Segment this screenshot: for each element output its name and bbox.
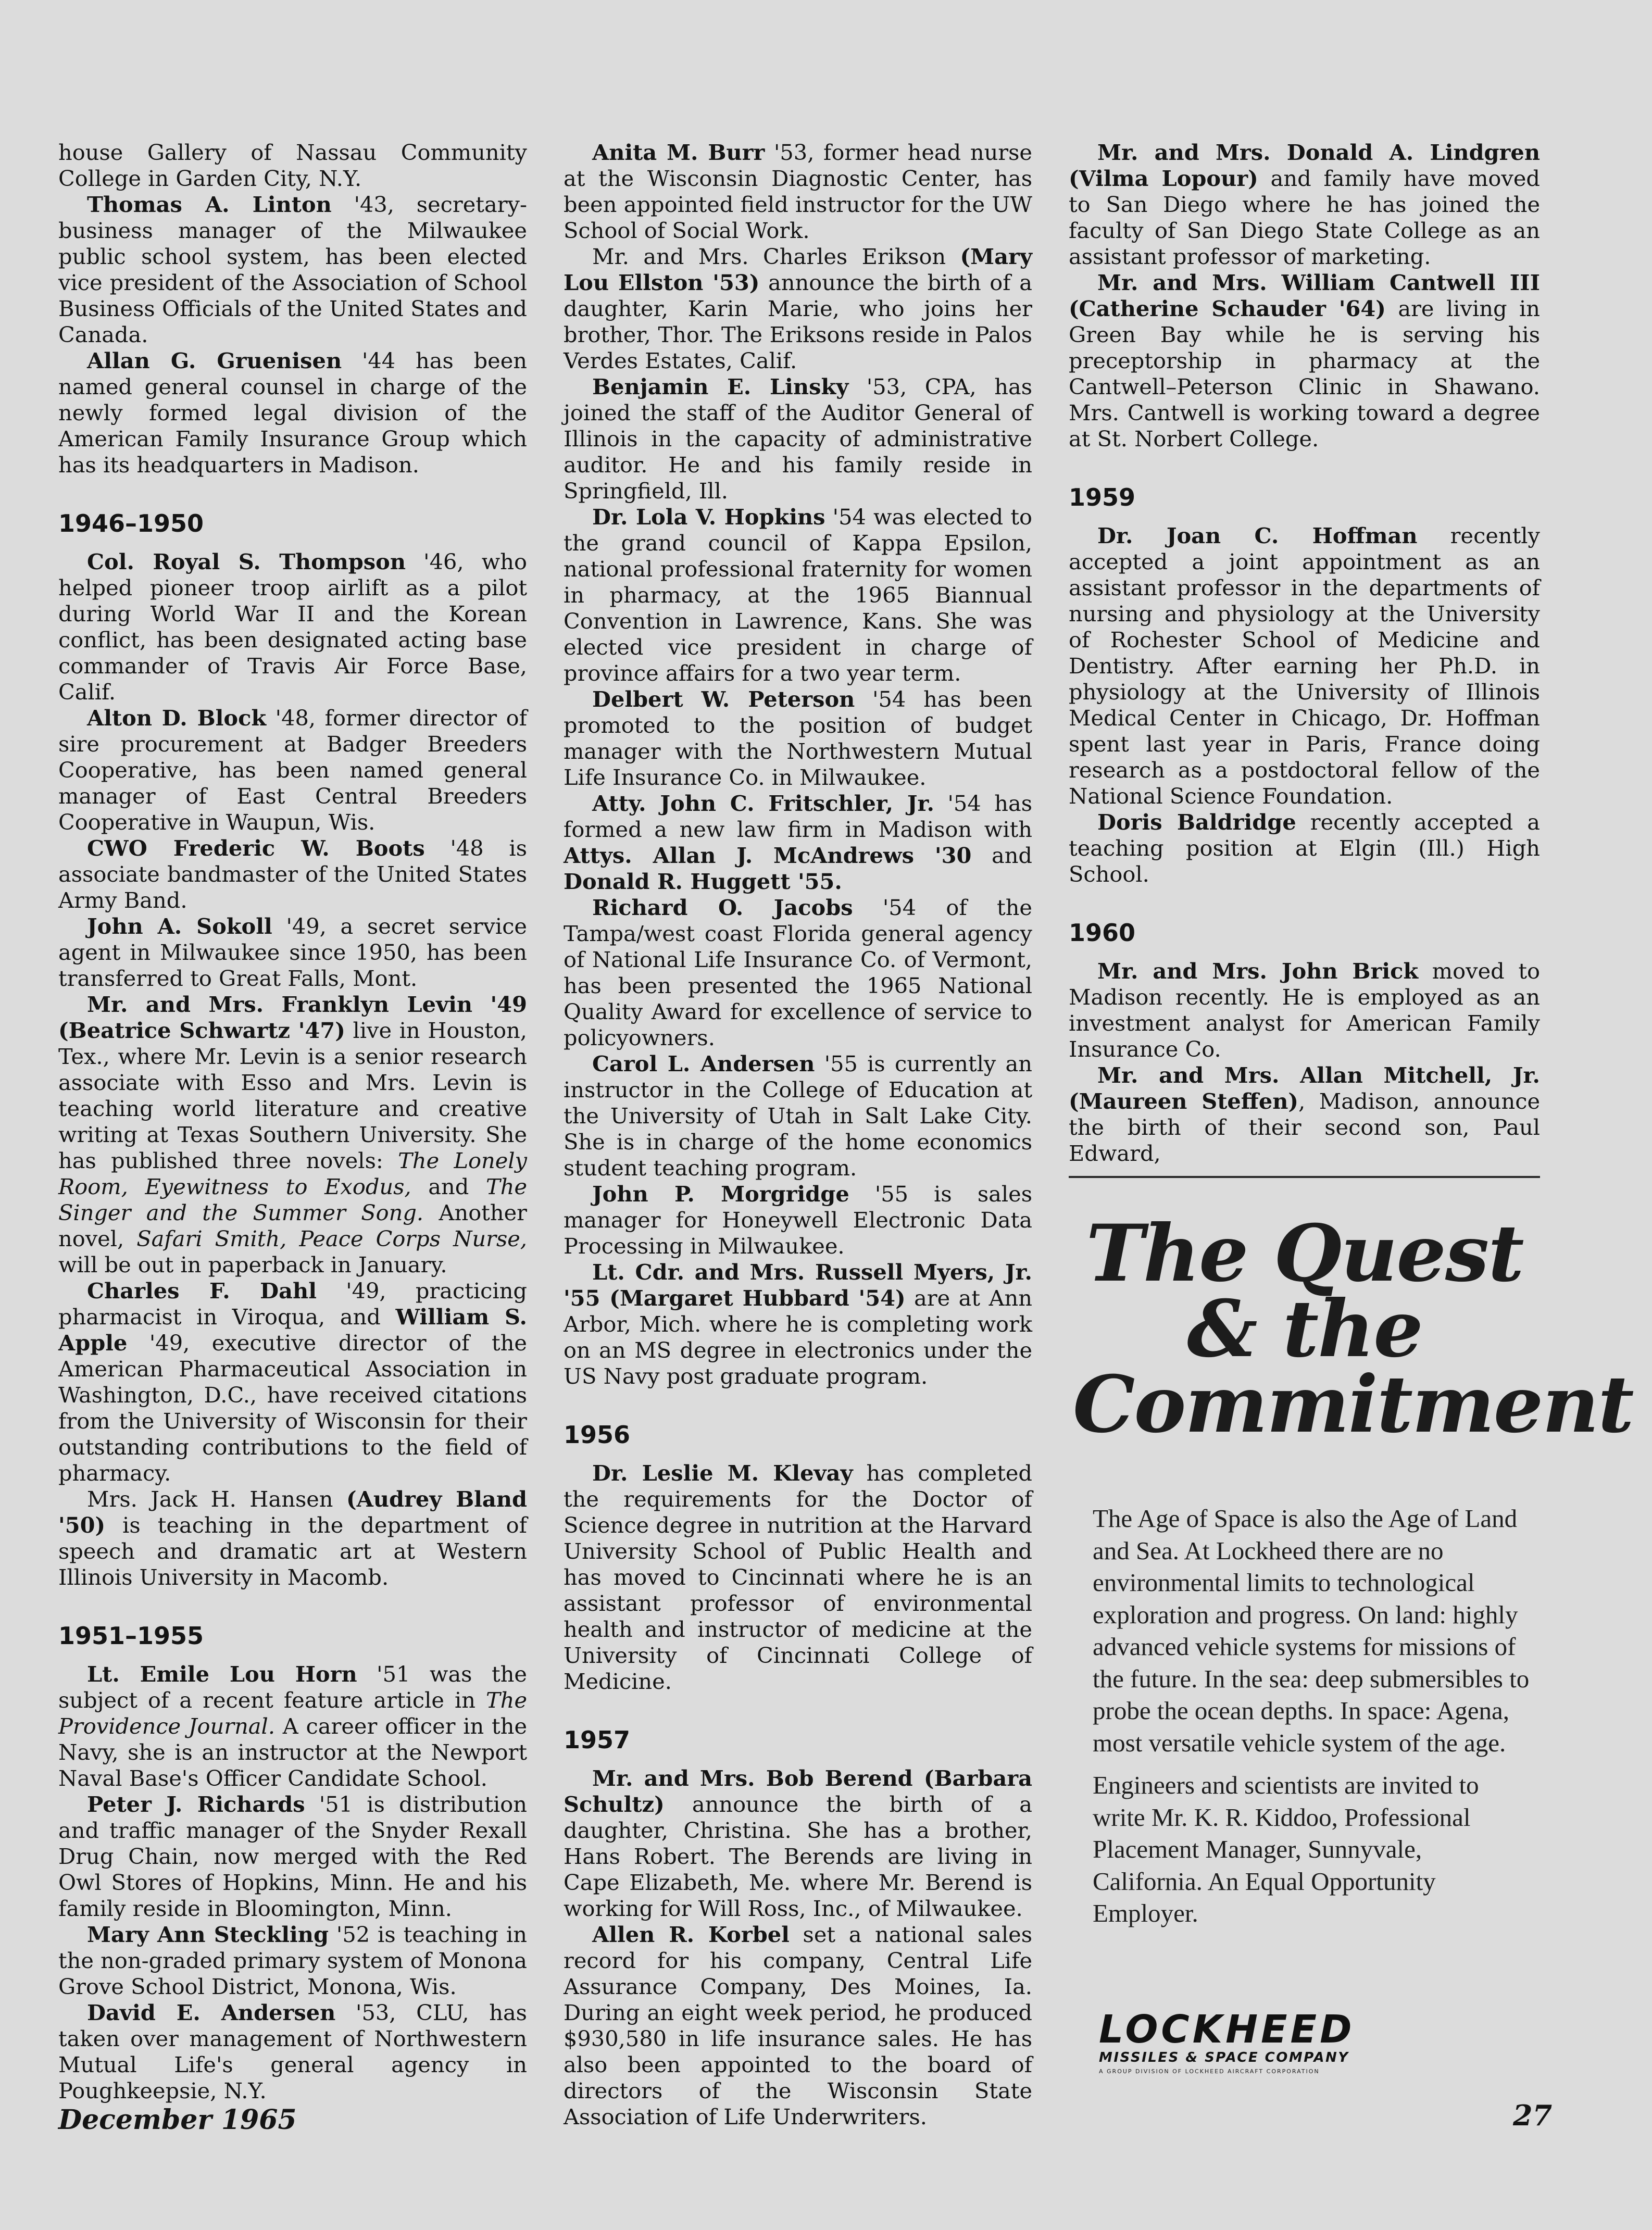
alumni-name: Donald R. Huggett '55. — [564, 869, 842, 894]
entry-paragraph — [564, 791, 1032, 895]
entry-text: are living in Green Bay while he is serving his preceptorship in pharmacy at the Cantwell–Peterson Clinic in Shawano. Mrs. Cantwell is working toward a degree at St. Norbert College. — [1069, 296, 1540, 452]
entry-text: '43, secretary-business manager of the Milwaukee public school system, has been elected vice president of the Association of School Business Officials of the United States and Canada. — [58, 192, 527, 347]
entry-text: , Madison, announce the birth of their second son, Paul Edward, — [1069, 1088, 1541, 1166]
issue-date: December 1965 — [58, 2104, 297, 2136]
entry-paragraph — [564, 140, 1032, 244]
alumni-name: Dr. Joan C. Hoffman — [1097, 523, 1418, 548]
entry-text: '55 is sales manager for Honeywell Electronic Data Processing in Milwaukee. — [564, 1181, 1032, 1259]
advert-headline-line: The Quest — [1086, 1208, 1523, 1299]
entry-text: '51 is distribution and traffic manager of the Snyder Rexall Drug Chain, now merged with the Red Owl Stores of Hopkins, Minn. He and his family reside in Bloomington, Minn. — [58, 1791, 527, 1921]
entry-text: Mrs. Jack H. Hansen — [87, 1486, 346, 1512]
entry-text: '51 was the subject of a recent feature article in — [58, 1661, 527, 1713]
alumni-name: Lt. Emile Lou Horn — [87, 1661, 357, 1687]
alumni-name: Mr. and Mrs. William Cantwell III (Catherine Schauder '64) — [1069, 270, 1540, 321]
entry-text: '54 has formed a new law firm in Madison with — [564, 791, 1032, 842]
entry-paragraph — [1069, 270, 1540, 452]
entry-paragraph — [1069, 958, 1540, 1062]
alumni-name: Atty. John C. Fritschler, Jr. — [592, 791, 934, 816]
entry-text: and family have moved to San Diego where he has joined the faculty of San Diego State College as an assistant professor of marketing. — [1069, 166, 1540, 269]
entry-text: recently accepted a joint appointment as an assistant professor in the departments of nursing and physiology at the University of Rochester School of Medicine and Dentistry. After earning her Ph.D. in physiology at the University of Illinois Medical Center in Chicago, Dr. Hoffman spent last year in Paris, France doing research as a postdoctoral fellow of the National Science Foundation. — [1069, 523, 1541, 809]
alumni-name: Lt. Cdr. and Mrs. Russell Myers, Jr. '55 (Margaret Hubbard '54) — [564, 1259, 1032, 1311]
entry-paragraph — [58, 705, 527, 835]
column-1 — [58, 140, 527, 2104]
entry-text: '53, CPA, has joined the staff of the Auditor General of Illinois in the capacity of administrative auditor. He and his family reside in Springfield, Ill. — [564, 374, 1032, 504]
entry-text: A career officer in the Navy, she is an instructor at the Newport Naval Base's Officer Candidate School. — [58, 1713, 528, 1791]
entry-paragraph — [564, 686, 1032, 791]
book-title: The Singer and the Summer Song. — [58, 1174, 527, 1225]
entry-paragraph — [564, 1051, 1032, 1181]
entry-text: '49, a secret service agent in Milwaukee since 1950, has been transferred to Great Falls, Mont. — [58, 913, 527, 991]
entry-text: will be out in paperback in January. — [58, 1252, 447, 1277]
entry-text: live in Houston, Tex., where Mr. Levin is a senior research associate with Esso and Mrs. Levin is teaching world literature and creative writing at Texas Southern University. She has published three novels: — [58, 1018, 527, 1173]
entry-text: moved to Madison recently. He is employed as an investment analyst for American Family Insurance Co. — [1069, 958, 1540, 1062]
entry-text: house Gallery of Nassau Community College in Garden City, N.Y. — [58, 140, 527, 191]
entry-paragraph — [58, 1922, 527, 2000]
divider-rule — [1069, 1176, 1540, 1178]
alumni-name: Mr. and Mrs. John Brick — [1097, 958, 1419, 984]
alumni-name: Dr. Lola V. Hopkins — [592, 504, 825, 530]
alumni-name: Dr. Leslie M. Klevay — [592, 1460, 853, 1486]
alumni-name: Alton D. Block — [87, 705, 267, 731]
alumni-name: William S. Apple — [58, 1304, 527, 1356]
alumni-name: Thomas A. Linton — [87, 192, 332, 217]
book-title: Safari Smith, Peace Corps Nurse, — [136, 1226, 527, 1251]
alumni-name: John P. Morgridge — [592, 1181, 849, 1207]
entry-paragraph — [1069, 523, 1540, 809]
alumni-name: Mr. and Mrs. Bob Berend (Barbara Schultz) — [564, 1765, 1032, 1817]
alumni-name: Mary Ann Steckling — [87, 1922, 329, 1947]
alumni-name: Delbert W. Peterson — [592, 686, 855, 712]
entry-text: '54 was elected to the grand council of Kappa Epsilon, national professional fraternity for women in pharmacy, at the 1965 Biannual Convention in Lawrence, Kans. She was elected vice president in charge of province affairs for a two year term. — [564, 504, 1032, 686]
alumni-name: Attys. Allan J. McAndrews '30 — [564, 843, 972, 868]
logo-subtitle: MISSILES & SPACE COMPANY — [1099, 2050, 1349, 2065]
entry-paragraph — [564, 1259, 1032, 1389]
advert-headline — [1073, 1208, 1633, 1450]
entry-text: announce the birth of a daughter, Karin Marie, who joins her brother, Thor. The Eriksons reside in Palos Verdes Estates, Calif. — [564, 270, 1033, 373]
entry-text: '53, former head nurse at the Wisconsin Diagnostic Center, has been appointed field instructor for the UW School of Social Work. — [564, 140, 1032, 243]
logo-corporation-line: A GROUP DIVISION OF LOCKHEED AIRCRAFT CORPORATION — [1099, 2068, 1320, 2075]
entry-text: '48 is associate bandmaster of the United States Army Band. — [58, 835, 527, 913]
year-heading: 1959 — [1069, 483, 1136, 511]
advert-headline-line: & the — [1187, 1283, 1422, 1375]
year-heading: 1946–1950 — [58, 509, 204, 537]
advert-body — [1093, 1502, 1530, 1940]
entry-paragraph — [58, 192, 527, 348]
entry-paragraph — [564, 244, 1032, 374]
column-2 — [564, 140, 1032, 2130]
entry-text: '55 is currently an instructor in the College of Education at the University of Utah in Salt Lake City. She is in charge of the home economics student teaching program. — [564, 1051, 1032, 1181]
alumni-name: Richard O. Jacobs — [592, 895, 853, 920]
alumni-name: Col. Royal S. Thompson — [87, 549, 406, 574]
alumni-name: Allan G. Gruenisen — [87, 348, 342, 373]
book-title: The Lonely Room, Eyewitness to Exodus, — [58, 1148, 527, 1199]
entry-text: has completed the requirements for the Doctor of Science degree in nutrition at the Harvard University School of Public Health and has moved to Cincinnati where he is an assistant professor of environmental health and instructor of medicine at the University of Cincinnati College of Medicine. — [564, 1460, 1032, 1694]
entry-paragraph — [58, 1791, 527, 1922]
alumni-name: Mr. and Mrs. Allan Mitchell, Jr. (Maureen Steffen) — [1069, 1062, 1540, 1114]
entry-text: '46, who helped pioneer troop airlift as a pilot during World War II and the Korean conflict, has been designated acting base commander of Travis Air Force Base, Calif. — [58, 549, 528, 705]
entry-text: and — [411, 1174, 486, 1199]
entry-text: Another novel, — [58, 1200, 527, 1251]
alumni-name: Anita M. Burr — [592, 140, 765, 165]
entry-paragraph — [1069, 1062, 1540, 1167]
entry-paragraph — [58, 2000, 527, 2104]
entry-paragraph — [564, 895, 1032, 1051]
entry-text: recently accepted a teaching position at Elgin (Ill.) High School. — [1069, 809, 1540, 887]
entry-paragraph — [564, 504, 1032, 686]
entry-text: '54 has been promoted to the position of budget manager with the Northwestern Mutual Life Insurance Co. in Milwaukee. — [564, 686, 1032, 790]
entry-paragraph — [564, 1181, 1032, 1259]
entry-text: '48, former director of sire procurement at Badger Breeders Cooperative, has been named general manager of East Central Breeders Cooperative in Waupun, Wis. — [58, 705, 527, 835]
entry-paragraph — [58, 140, 527, 192]
year-heading: 1951–1955 — [58, 1622, 204, 1650]
alumni-name: Mr. and Mrs. Franklyn Levin '49 (Beatrice Schwartz '47) — [58, 992, 527, 1043]
entry-text: set a national sales record for his company, Central Life Assurance Company, Des Moines, Ia. During an eight week period, he produced $930,580 in life insurance sales. He has also been appointed to the board of directors of the Wisconsin State Association of Life Underwriters. — [564, 1922, 1033, 2129]
year-heading: 1957 — [564, 1726, 631, 1754]
entry-text: announce the birth of a daughter, Christina. She has a brother, Hans Robert. The Berends are living in Cape Elizabeth, Me. where Mr. Berend is working for Will Ross, Inc., of Milwaukee. — [564, 1791, 1032, 1921]
alumni-name: John A. Sokoll — [87, 913, 272, 939]
advert-paragraph: Engineers and scientists are invited to write Mr. K. R. Kiddoo, Professional Placement Manager, Sunnyvale, California. An Equal Opportunity Employer. — [1093, 1771, 1479, 1927]
entry-paragraph — [58, 549, 527, 705]
publication-title: The Providence Journal. — [58, 1687, 527, 1739]
entry-paragraph — [564, 374, 1032, 504]
advert-paragraph: The Age of Space is also the Age of Land and Sea. At Lockheed there are no environmental limits to technological exploration and progress. On land: highly advanced vehicle systems for missions of the future. In the sea: deep submersibles to probe the ocean depths. In space: Agena, most versatile vehicle system of the age. — [1093, 1504, 1530, 1757]
entry-paragraph — [1069, 140, 1540, 270]
lockheed-logo — [1099, 2007, 1463, 2076]
alumni-name: Peter J. Richards — [87, 1791, 305, 1817]
advert-headline-line: Commitment — [1073, 1359, 1633, 1450]
entry-text: '52 is teaching in the non-graded primary system of Monona Grove School District, Monona, Wis. — [58, 1922, 527, 1999]
year-heading: 1960 — [1069, 919, 1136, 947]
alumni-name: Benjamin E. Linsky — [592, 374, 849, 399]
entry-paragraph — [58, 1278, 527, 1486]
entry-paragraph — [58, 835, 527, 913]
entry-text: '49, executive director of the American Pharmaceutical Association in Washington, D.C., have received citations from the University of Wisconsin for their outstanding contributions to the field of pharmacy. — [58, 1330, 527, 1486]
alumni-name: CWO Frederic W. Boots — [87, 835, 425, 861]
alumni-name: (Mary Lou Ellston '53) — [564, 244, 1032, 295]
entry-paragraph — [1069, 809, 1540, 887]
entry-paragraph — [58, 348, 527, 478]
column-3 — [1069, 140, 1541, 1166]
alumni-name: (Audrey Bland '50) — [58, 1486, 528, 1538]
entry-text: Mr. and Mrs. Charles Erikson — [592, 244, 960, 269]
entry-paragraph — [564, 1922, 1032, 2130]
logo-wordmark: LOCKHEED — [1099, 2007, 1355, 2052]
entry-paragraph — [564, 1460, 1032, 1695]
year-heading: 1956 — [564, 1421, 631, 1449]
entry-paragraph — [564, 1765, 1032, 1922]
alumni-name: David E. Andersen — [87, 2000, 336, 2025]
alumni-name: Allen R. Korbel — [592, 1922, 790, 1947]
alumni-name: Charles F. Dahl — [87, 1278, 317, 1304]
entry-text: is teaching in the department of speech and dramatic art at Western Illinois University in Macomb. — [58, 1512, 527, 1590]
page-number: 27 — [1513, 2099, 1553, 2132]
alumni-name: Carol L. Andersen — [592, 1051, 815, 1076]
alumni-name: Mr. and Mrs. Donald A. Lindgren (Vilma Lopour) — [1069, 140, 1540, 191]
entry-paragraph — [58, 1486, 527, 1590]
alumni-name: Doris Baldridge — [1097, 809, 1296, 835]
entry-paragraph — [58, 992, 527, 1278]
entry-text: are at Ann Arbor, Mich. where he is completing work on an MS degree in electronics under the US Navy post graduate program. — [564, 1285, 1032, 1389]
entry-paragraph — [58, 913, 527, 992]
entry-text: '44 has been named general counsel in charge of the newly formed legal division of the American Family Insurance Group which has its headquarters in Madison. — [58, 348, 527, 478]
entry-text: '54 of the Tampa/west coast Florida general agency of National Life Insurance Co. of Vermont, has been presented the 1965 National Quality Award for excellence of service to policyowners. — [564, 895, 1032, 1050]
entry-text: '49, practicing pharmacist in Viroqua, and — [58, 1278, 527, 1330]
entry-paragraph — [58, 1661, 527, 1791]
entry-text: and — [971, 843, 1032, 868]
entry-text: '53, CLU, has taken over management of Northwestern Mutual Life's general agency in Poughkeepsie, N.Y. — [58, 2000, 527, 2103]
